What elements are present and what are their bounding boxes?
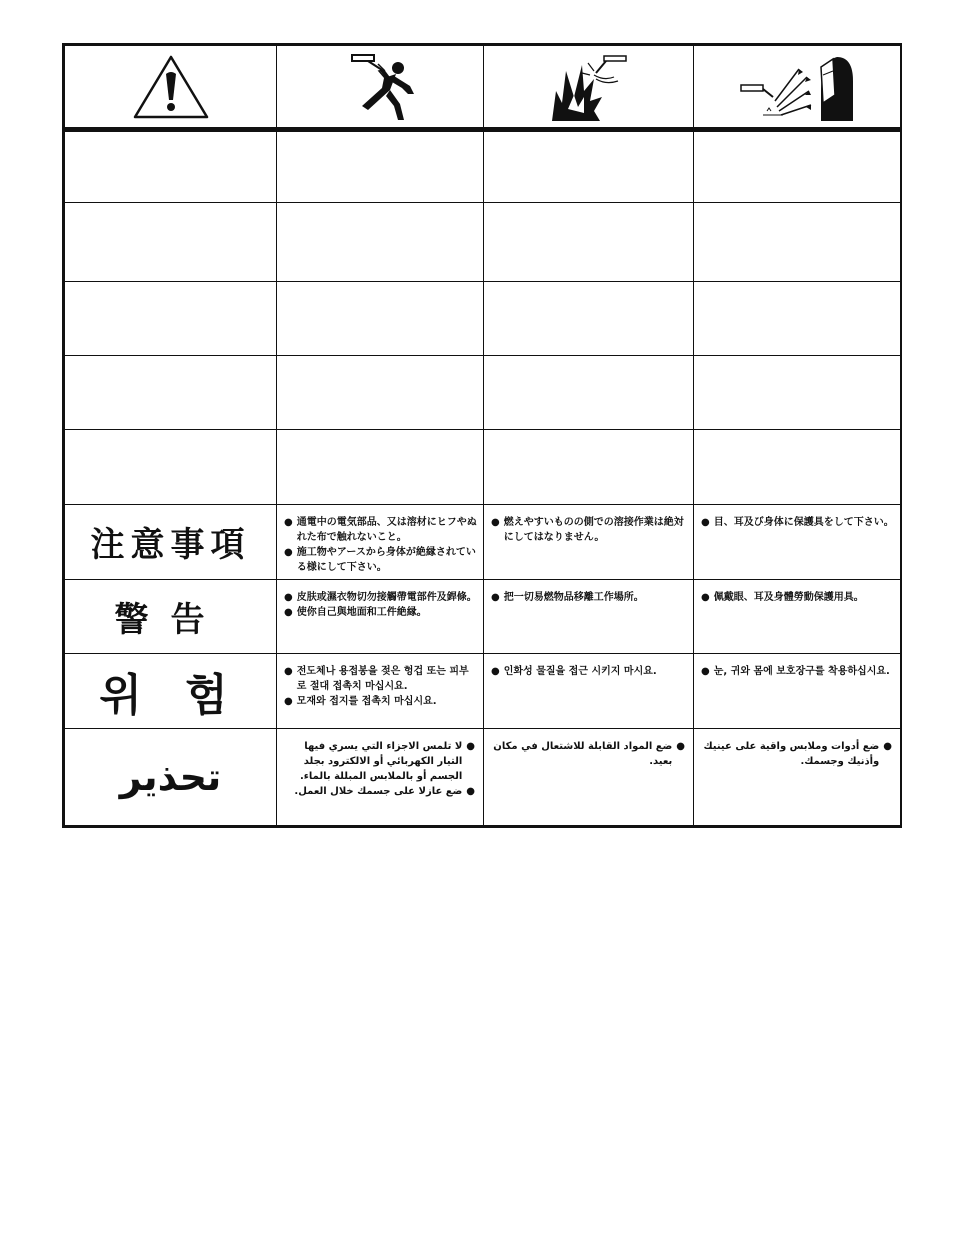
warning-item bbox=[284, 590, 477, 605]
warning-text: 전도체나 용접봉을 젖은 헝겁 또는 피부로 절대 접촉치 마십시요. bbox=[296, 666, 469, 693]
row-japanese bbox=[65, 504, 901, 579]
blank-cell bbox=[277, 281, 484, 355]
warning-list bbox=[277, 580, 483, 624]
bullet-icon: ● bbox=[701, 516, 710, 528]
bullet-icon: ● bbox=[701, 592, 710, 603]
warning-text: 使你自己與地面和工件絶縁。 bbox=[296, 607, 427, 618]
cell-korean-fire bbox=[484, 654, 694, 728]
blank-row bbox=[65, 356, 901, 430]
multilingual-warning-table bbox=[64, 45, 901, 826]
bullet-icon: ● bbox=[466, 785, 475, 797]
bullet-icon: ● bbox=[701, 666, 710, 678]
warning-list bbox=[484, 505, 693, 549]
warning-item bbox=[284, 515, 477, 545]
bullet-icon: ● bbox=[284, 592, 293, 603]
bullet-icon: ● bbox=[284, 516, 293, 528]
heading-japanese: 注意事項 bbox=[65, 504, 277, 579]
cell-arabic-fire bbox=[484, 728, 694, 825]
warning-text: ضع أدوات وملابس واقية على عينيك وأذنيك وجسمك. bbox=[703, 740, 880, 767]
warning-list bbox=[484, 729, 693, 773]
warning-list bbox=[277, 729, 483, 803]
row-korean bbox=[65, 654, 901, 728]
heading-chinese: 警告 bbox=[65, 580, 277, 654]
blank-cell bbox=[65, 281, 277, 355]
cell-arabic-arc bbox=[694, 728, 901, 825]
warning-list bbox=[484, 654, 693, 683]
heading-arabic: تحذير bbox=[65, 728, 277, 825]
blank-cell bbox=[277, 202, 484, 281]
warning-item bbox=[491, 590, 687, 605]
warning-text: 通電中の電気部品、又は溶材にヒフやぬれた布で触れないこと。 bbox=[296, 516, 477, 543]
cell-korean-arc bbox=[694, 654, 901, 728]
blank-cell bbox=[65, 356, 277, 430]
warning-item bbox=[701, 590, 894, 605]
blank-cell bbox=[694, 130, 901, 202]
blank-row bbox=[65, 430, 901, 504]
warning-item bbox=[284, 694, 477, 709]
bullet-icon: ● bbox=[284, 607, 293, 618]
blank-cell bbox=[277, 430, 484, 504]
warning-item bbox=[284, 545, 477, 575]
bullet-icon: ● bbox=[883, 740, 892, 752]
icon-row bbox=[65, 46, 901, 130]
cell-korean-shock bbox=[277, 654, 484, 728]
blank-cell bbox=[484, 130, 694, 202]
row-chinese bbox=[65, 580, 901, 654]
warning-list bbox=[277, 654, 483, 713]
blank-cell bbox=[694, 202, 901, 281]
warning-list bbox=[277, 505, 483, 579]
warning-list bbox=[694, 580, 900, 609]
bullet-icon: ● bbox=[491, 592, 500, 603]
warning-text: 把一切易燃物品移離工作場所。 bbox=[503, 592, 644, 603]
blank-cell bbox=[277, 130, 484, 202]
blank-cell bbox=[65, 202, 277, 281]
bullet-icon: ● bbox=[466, 740, 475, 752]
warning-text: ضع المواد القابلة للاشتعال في مكان بعيد. bbox=[493, 740, 673, 767]
blank-cell bbox=[484, 202, 694, 281]
row-arabic bbox=[65, 728, 901, 825]
bullet-icon: ● bbox=[284, 666, 293, 678]
blank-row bbox=[65, 202, 901, 281]
blank-cell bbox=[694, 356, 901, 430]
warning-item bbox=[283, 739, 475, 784]
bullet-icon: ● bbox=[284, 546, 293, 558]
warning-item bbox=[701, 515, 894, 530]
cell-chinese-shock bbox=[277, 580, 484, 654]
warning-list bbox=[694, 654, 900, 683]
cell-chinese-fire bbox=[484, 580, 694, 654]
warning-list bbox=[694, 505, 900, 534]
warning-text: لا تلمس الاجزاء التي يسري فيها التيار الكهربائي أو الالكترود بجلد الجسم أو بالملابس المبللة بالماء. bbox=[300, 740, 463, 782]
blank-cell bbox=[484, 356, 694, 430]
warning-list bbox=[694, 729, 900, 773]
fire-explosion-icon bbox=[544, 51, 634, 123]
cell-japanese-shock bbox=[277, 504, 484, 579]
icon-cell-arc bbox=[694, 46, 901, 130]
warning-text: 인화성 물질을 접근 시키지 마시요. bbox=[503, 666, 657, 678]
warning-item bbox=[490, 739, 685, 769]
warning-triangle-icon bbox=[131, 54, 211, 120]
icon-cell-warning bbox=[65, 46, 277, 130]
warning-item bbox=[283, 784, 475, 799]
bullet-icon: ● bbox=[491, 666, 500, 678]
warning-item bbox=[701, 664, 894, 679]
cell-japanese-fire bbox=[484, 504, 694, 579]
warning-text: 눈, 귀와 몸에 보호장구를 착용하십시요. bbox=[713, 666, 890, 678]
blank-cell bbox=[65, 430, 277, 504]
blank-row bbox=[65, 281, 901, 355]
warning-text: 燃えやすいものの側での溶接作業は絶対にしてはなりません。 bbox=[503, 516, 684, 543]
blank-cell bbox=[694, 281, 901, 355]
warning-text: 모재와 접지를 접촉치 마십시요. bbox=[296, 696, 437, 708]
cell-chinese-arc bbox=[694, 580, 901, 654]
bullet-icon: ● bbox=[491, 516, 500, 528]
warning-table-frame bbox=[62, 43, 902, 828]
warning-list bbox=[484, 580, 693, 609]
blank-row bbox=[65, 130, 901, 202]
blank-cell bbox=[484, 281, 694, 355]
warning-item bbox=[284, 664, 477, 694]
arc-rays-icon bbox=[737, 51, 857, 123]
blank-cell bbox=[277, 356, 484, 430]
bullet-icon: ● bbox=[676, 740, 685, 752]
bullet-icon: ● bbox=[284, 696, 293, 708]
warning-text: 佩戴眼、耳及身體勞動保護用具。 bbox=[713, 592, 864, 603]
warning-text: 目、耳及び身体に保護具をして下さい。 bbox=[713, 516, 894, 528]
warning-item bbox=[284, 605, 477, 620]
warning-text: 施工物やアースから身体が絶縁されている様にして下さい。 bbox=[296, 546, 476, 573]
electric-shock-icon bbox=[338, 52, 422, 122]
icon-cell-shock bbox=[277, 46, 484, 130]
heading-korean: 위 험 bbox=[65, 654, 277, 728]
warning-text: 皮肤或濕衣物切勿接觸帶電部件及銲條。 bbox=[296, 592, 477, 603]
warning-item bbox=[491, 664, 687, 679]
warning-item bbox=[700, 739, 892, 769]
warning-item bbox=[491, 515, 687, 545]
blank-cell bbox=[694, 430, 901, 504]
blank-cell bbox=[65, 130, 277, 202]
blank-cell bbox=[484, 430, 694, 504]
cell-japanese-arc bbox=[694, 504, 901, 579]
cell-arabic-shock bbox=[277, 728, 484, 825]
warning-text: ضع عازلا على جسمك خلال العمل. bbox=[294, 785, 463, 797]
icon-cell-fire bbox=[484, 46, 694, 130]
